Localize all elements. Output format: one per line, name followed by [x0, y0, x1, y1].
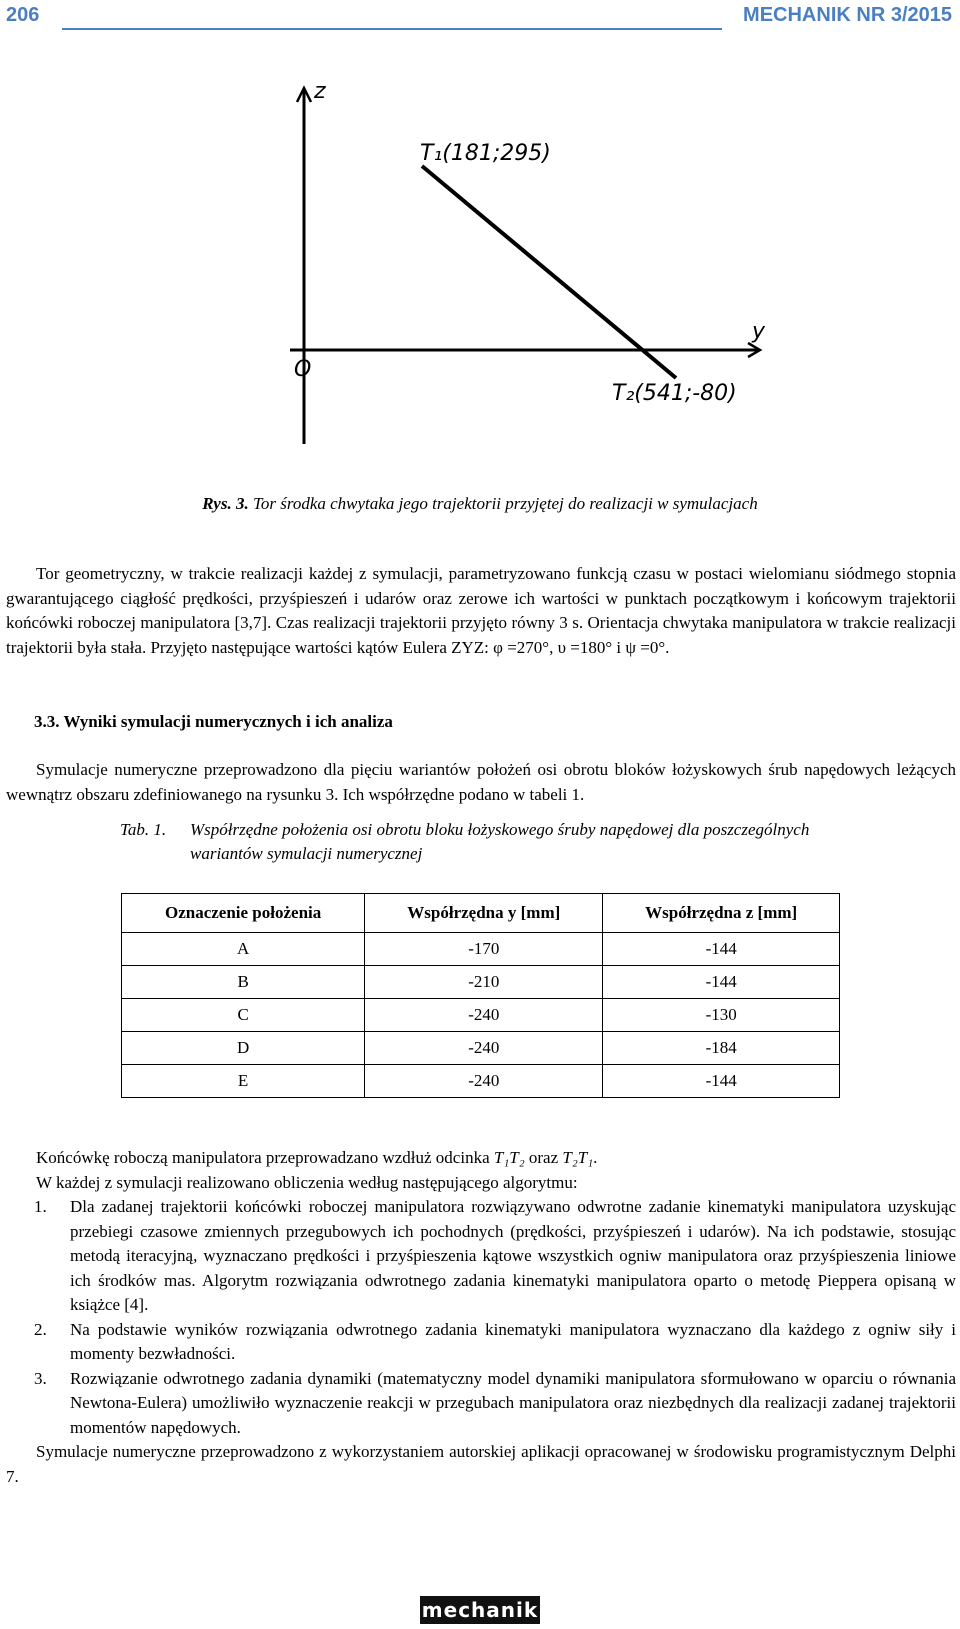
- table-cell: -240: [365, 1032, 603, 1065]
- table-caption: [120, 818, 880, 866]
- table-header-cell: Oznaczenie położenia: [122, 894, 365, 933]
- step-text: Na podstawie wyników rozwiązania odwrotnego zadania kinematyki manipulatora wyznaczano dla każdego z ogniw siły i momenty bezwładności.: [70, 1319, 956, 1363]
- table-header-cell: Współrzędna y [mm]: [365, 894, 603, 933]
- point-t1-label: T₁(181;295): [420, 141, 551, 166]
- table-cell: -184: [603, 1032, 840, 1065]
- table-cell: B: [122, 966, 365, 999]
- mechanik-logo: mechanik: [421, 1598, 539, 1622]
- table-row: [122, 966, 840, 999]
- list-item: [6, 1318, 956, 1367]
- paragraph-trajectory: [6, 562, 956, 660]
- table-cell: E: [122, 1065, 365, 1098]
- trajectory-figure: [290, 70, 810, 460]
- table-row: [122, 1032, 840, 1065]
- list-item: [6, 1367, 956, 1441]
- table-cell: -240: [365, 999, 603, 1032]
- paragraph-segments: Końcówkę roboczą manipulatora przeprowadzano wzdłuż odcinka T₁T₂ oraz T₂T₁.: [36, 1148, 598, 1167]
- table-cell: A: [122, 933, 365, 966]
- paragraph-delphi: Symulacje numeryczne przeprowadzono z wykorzystaniem autorskiej aplikacji opracowanej w środowisku programistycznym Delphi 7.: [6, 1442, 956, 1486]
- table-cell: -144: [603, 1065, 840, 1098]
- page-number: 206: [6, 4, 40, 26]
- paragraph-simulations: [6, 758, 956, 807]
- algorithm-steps: [6, 1195, 956, 1440]
- table-row: [122, 933, 840, 966]
- trajectory-segment: [422, 166, 676, 378]
- segment-t2t1: T₂T₁: [562, 1148, 594, 1167]
- section-title: 3.3. Wyniki symulacji numerycznych i ich analiza: [34, 712, 393, 731]
- list-item: [6, 1195, 956, 1318]
- step-number: 2.: [34, 1319, 47, 1339]
- figure-caption-text: Tor środka chwytaka jego trajektorii przyjętej do realizacji w symulacjach: [252, 494, 758, 513]
- table-row: [122, 1065, 840, 1098]
- table-row: [122, 999, 840, 1032]
- segment-t1t2: T₁T₂: [493, 1148, 525, 1167]
- step-number: 1.: [34, 1197, 47, 1216]
- table-caption-label: Tab. 1.: [120, 820, 167, 839]
- table-cell: -240: [365, 1065, 603, 1098]
- table-cell: -144: [603, 933, 840, 966]
- table-header-row: [122, 894, 840, 933]
- paragraph-text: Tor geometryczny, w trakcie realizacji każdej z symulacji, parametryzowano funkcją czasu w postaci wielomianu siódmego stopnia gwarantującego ciągłość prędkości, przyśpieszeń i udarów oraz zerowe ich wartości w punktach początkowym i końcowym trajektorii końcówki roboczej manipulatora [3,7]. Czas realizacji trajektorii przyjęto równy 3 s. Orientacja chwytaka manipulatora w trakcie realizacji trajektorii była stała. Przyjęto następujące wartości kątów Eulera ZYZ: φ =270°, υ =180° i ψ =0°.: [6, 564, 956, 657]
- step-number: 3.: [34, 1368, 47, 1388]
- origin-label: O: [294, 357, 312, 382]
- paragraph-intro: W każdej z symulacji realizowano obliczenia według następującego algorytmu:: [36, 1172, 578, 1192]
- table-caption-text: Współrzędne położenia osi obrotu bloku łożyskowego śruby napędowej dla poszczególnych wariantów symulacji numerycznej: [190, 820, 810, 863]
- point-t2-label: T₂(541;-80): [612, 381, 737, 406]
- z-axis-label: z: [314, 79, 326, 104]
- journal-title: MECHANIK NR 3/2015: [743, 4, 952, 26]
- table-cell: -170: [365, 933, 603, 966]
- step-text: Dla zadanej trajektorii końcówki roboczej manipulatora rozwiązywano odwrotne zadanie kinematyki manipulatora uzyskując przebiegi czasowe zmiennych przegubowych ich pochodnych (prędkości, przyśpieszeń i udarów). Na ich podstawie, stosując metodą iteracyjną, wyznaczano prędkości i przyśpieszenia kątowe wszystkich ogniw manipulatora oraz przyśpieszenia liniowe ich środków mas. Algorytm rozwiązania odwrotnego zadania kinematyki manipulatora oparto o metodę Pieppera opisaną w książce [4].: [70, 1197, 956, 1314]
- table-cell: -130: [603, 999, 840, 1032]
- table-cell: -210: [365, 966, 603, 999]
- figure-caption-label: Rys. 3.: [202, 494, 249, 513]
- paragraph-algorithm: [6, 1146, 956, 1489]
- paragraph-text: Symulacje numeryczne przeprowadzono dla pięciu wariantów położeń osi obrotu bloków łożyskowych śrub napędowych leżących wewnątrz obszaru zdefiniowanego na rysunku 3. Ich współrzędne podano w tabeli 1.: [6, 760, 956, 804]
- y-axis-label: y: [752, 319, 766, 344]
- table-cell: D: [122, 1032, 365, 1065]
- page-header: [0, 0, 960, 40]
- figure-caption: [0, 494, 960, 514]
- table-header-cell: Współrzędna z [mm]: [603, 894, 840, 933]
- header-rule: [62, 28, 722, 30]
- coordinates-table: [121, 893, 840, 1098]
- table-cell: -144: [603, 966, 840, 999]
- step-text: Rozwiązanie odwrotnego zadania dynamiki (matematyczny model dynamiki manipulatora sformułowano w oparciu o równania Newtona-Eulera) umożliwiło wyznaczenie reakcji w przegubach manipulatora oraz niezbędnych dla realizacji zadanej trajektorii momentów napędowych.: [70, 1368, 956, 1437]
- table-cell: C: [122, 999, 365, 1032]
